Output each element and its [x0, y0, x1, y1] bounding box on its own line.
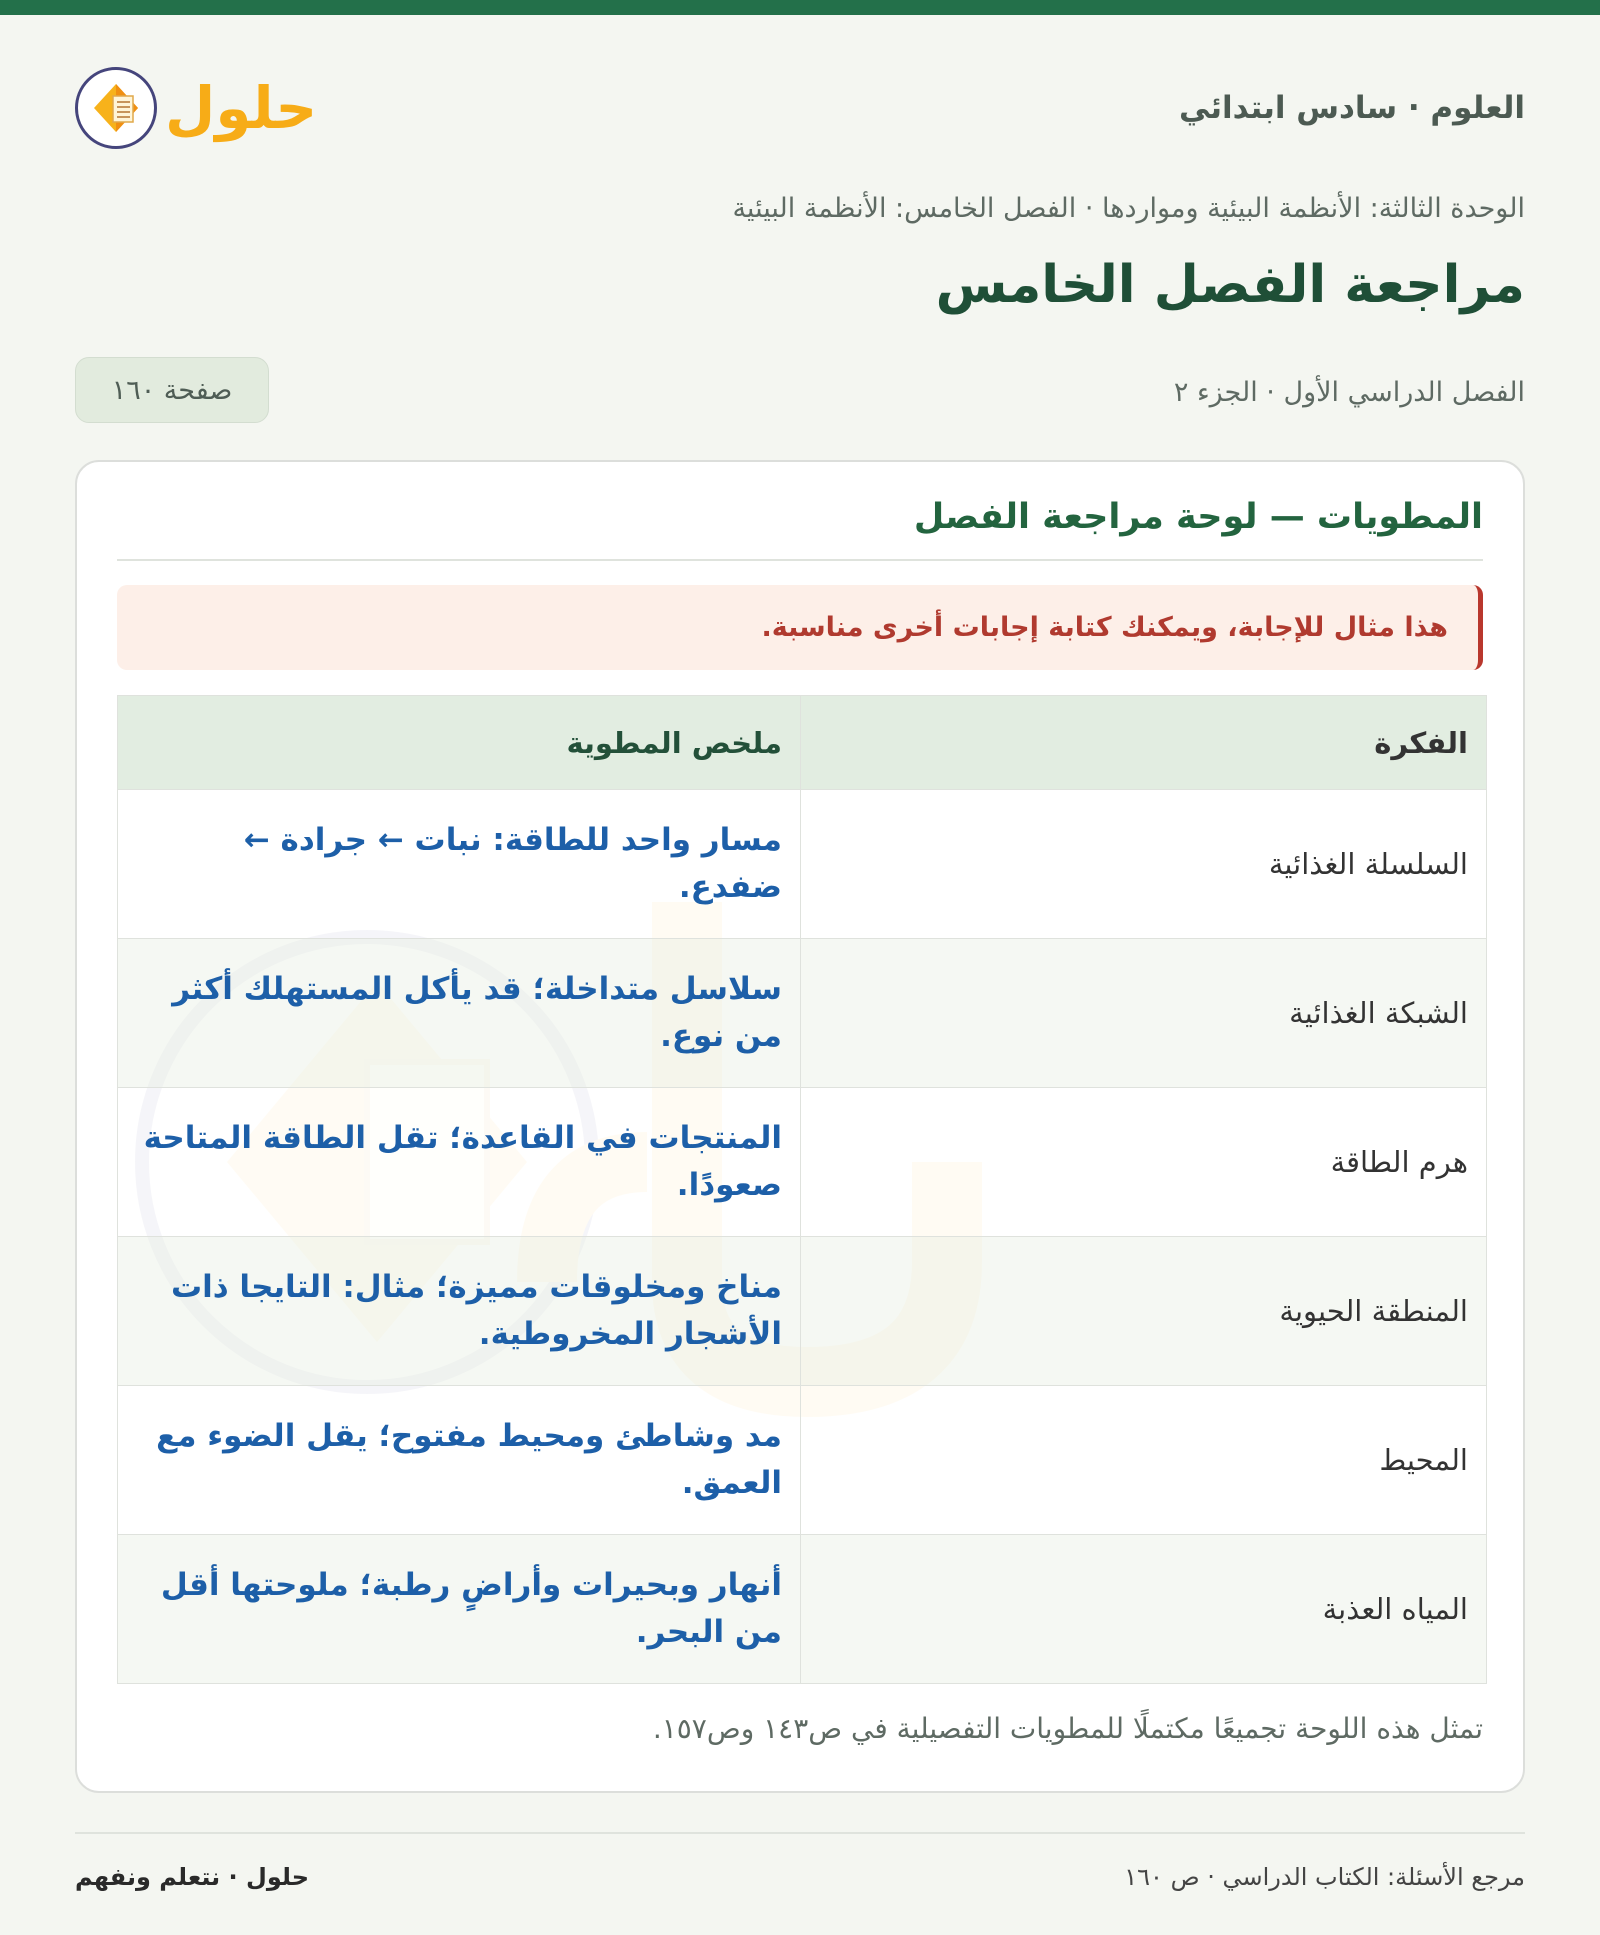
summary-cell: أنهار وبحيرات وأراضٍ رطبة؛ ملوحتها أقل من البحر. [118, 1535, 801, 1684]
footer-brand[interactable]: حلول · نتعلم ونفهم [75, 1863, 309, 1891]
subject-title: العلوم · سادس ابتدائي [1179, 89, 1525, 126]
footer-reference: مرجع الأسئلة: الكتاب الدراسي · ص ١٦٠ [1124, 1863, 1525, 1891]
column-header-idea: الفكرة [801, 696, 1487, 790]
idea-cell: المياه العذبة [801, 1535, 1487, 1684]
page-number-badge: صفحة ١٦٠ [75, 357, 269, 423]
idea-cell: الشبكة الغذائية [801, 939, 1487, 1088]
card-footnote: تمثل هذه اللوحة تجميعًا مكتملًا للمطويات التفصيلية في ص١٤٣ وص١٥٧. [652, 1712, 1483, 1745]
summary-cell: المنتجات في القاعدة؛ تقل الطاقة المتاحة صعودًا. [118, 1088, 801, 1237]
card-title: المطويات — لوحة مراجعة الفصل [913, 497, 1483, 537]
table-row [118, 1386, 1487, 1535]
term-info: الفصل الدراسي الأول · الجزء ٢ [1173, 377, 1525, 408]
table-row [118, 1535, 1487, 1684]
table-row [118, 1237, 1487, 1386]
divider [117, 559, 1483, 561]
book-logo-icon [75, 67, 157, 149]
table-row [118, 939, 1487, 1088]
top-accent-bar [0, 0, 1600, 15]
idea-cell: هرم الطاقة [801, 1088, 1487, 1237]
summary-cell: سلاسل متداخلة؛ قد يأكل المستهلك أكثر من نوع. [118, 939, 801, 1088]
breadcrumb: الوحدة الثالثة: الأنظمة البيئية ومواردها · الفصل الخامس: الأنظمة البيئية [732, 193, 1525, 224]
summary-cell: مسار واحد للطاقة: نبات ← جرادة ← ضفدع. [118, 790, 801, 939]
example-answer-note: هذا مثال للإجابة، ويمكنك كتابة إجابات أخرى مناسبة. [117, 585, 1483, 670]
foldables-table [117, 695, 1487, 1684]
column-header-summary: ملخص المطوية [118, 696, 801, 790]
page-title: مراجعة الفصل الخامس [935, 255, 1525, 315]
footer-divider [75, 1832, 1525, 1834]
foldables-card [75, 460, 1525, 1793]
header [75, 50, 1525, 165]
table-row [118, 1088, 1487, 1237]
site-logo[interactable] [75, 67, 317, 149]
logo-wordmark: حلول [165, 73, 318, 142]
idea-cell: السلسلة الغذائية [801, 790, 1487, 939]
idea-cell: المحيط [801, 1386, 1487, 1535]
table-row [118, 790, 1487, 939]
idea-cell: المنطقة الحيوية [801, 1237, 1487, 1386]
summary-cell: مد وشاطئ ومحيط مفتوح؛ يقل الضوء مع العمق. [118, 1386, 801, 1535]
summary-cell: مناخ ومخلوقات مميزة؛ مثال: التايجا ذات الأشجار المخروطية. [118, 1237, 801, 1386]
table-header-row [118, 696, 1487, 790]
